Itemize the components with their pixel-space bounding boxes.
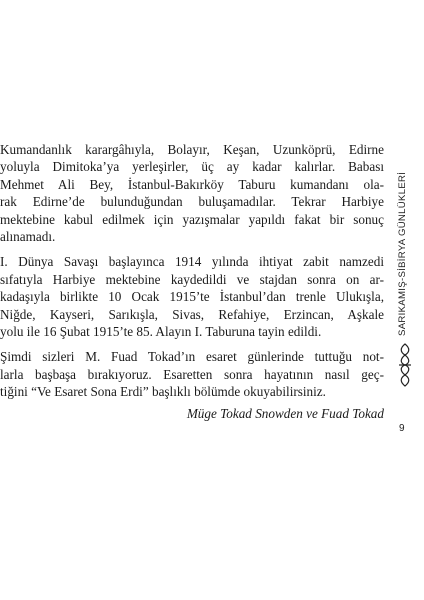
text-line: sıfatıyla Harbiye mektebine kaydedildi ve stajdan sonra on ar-: [0, 271, 384, 287]
text-line: larla başbaşa bırakıyoruz. Esaretten sonra hayatının nasıl geç-: [0, 366, 384, 382]
text-line: I. Dünya Savaşı başlayınca 1914 yılında ihtiyat zabit namzedi: [0, 254, 384, 270]
text-line: yoluyla Dimitoka’ya yerleşirler, üç ay kadar kalırlar. Babası: [0, 159, 384, 175]
text-line: Niğde, Kayseri, Sarıkışla, Sivas, Refahiye, Erzincan, Aşkale: [0, 306, 384, 322]
body-text: [0, 141, 384, 422]
text-line: Mehmet Ali Bey, İstanbul-Bakırköy Taburu kumandanı ola-: [0, 176, 384, 192]
knot-ornament-icon: [397, 342, 413, 388]
author-signature: Müge Tokad Snowden ve Fuad Tokad: [186, 405, 384, 421]
text-line: alınamadı.: [0, 229, 56, 245]
paragraph-2: [0, 253, 384, 340]
text-line: rak Edirne’de bulunduğundan buluşamadılar. Tekrar Harbiye: [0, 194, 384, 210]
paragraph-3: [0, 348, 384, 400]
page-number: 9: [399, 423, 405, 434]
sidebar-running-head: [393, 171, 417, 442]
text-line: mektebine kabul edilmek için yazışmalar yapıldı fakat bir sonuç: [0, 211, 384, 227]
text-line: kadaşıyla birlikte 10 Ocak 1915’te İstanbul’dan trenle Ulukışla,: [0, 289, 384, 305]
text-line: yolu ile 16 Şubat 1915’te 85. Alayın I. Taburuna tayin edildi.: [0, 324, 322, 340]
text-line: Kumandanlık karargâhıyla, Bolayır, Keşan, Uzunköprü, Edirne: [0, 142, 384, 157]
paragraph-1: [0, 141, 384, 245]
text-line: tiğini “Ve Esaret Sona Erdi” başlıklı bölümde okuyabilirsiniz.: [0, 384, 326, 400]
text-line: Şimdi sizleri M. Fuad Tokad’ın esaret günlerinde tuttuğu not-: [0, 349, 384, 365]
book-title: SARIKAMIŞ-SİBİRYA GÜNLÜKLERİ: [397, 171, 408, 336]
